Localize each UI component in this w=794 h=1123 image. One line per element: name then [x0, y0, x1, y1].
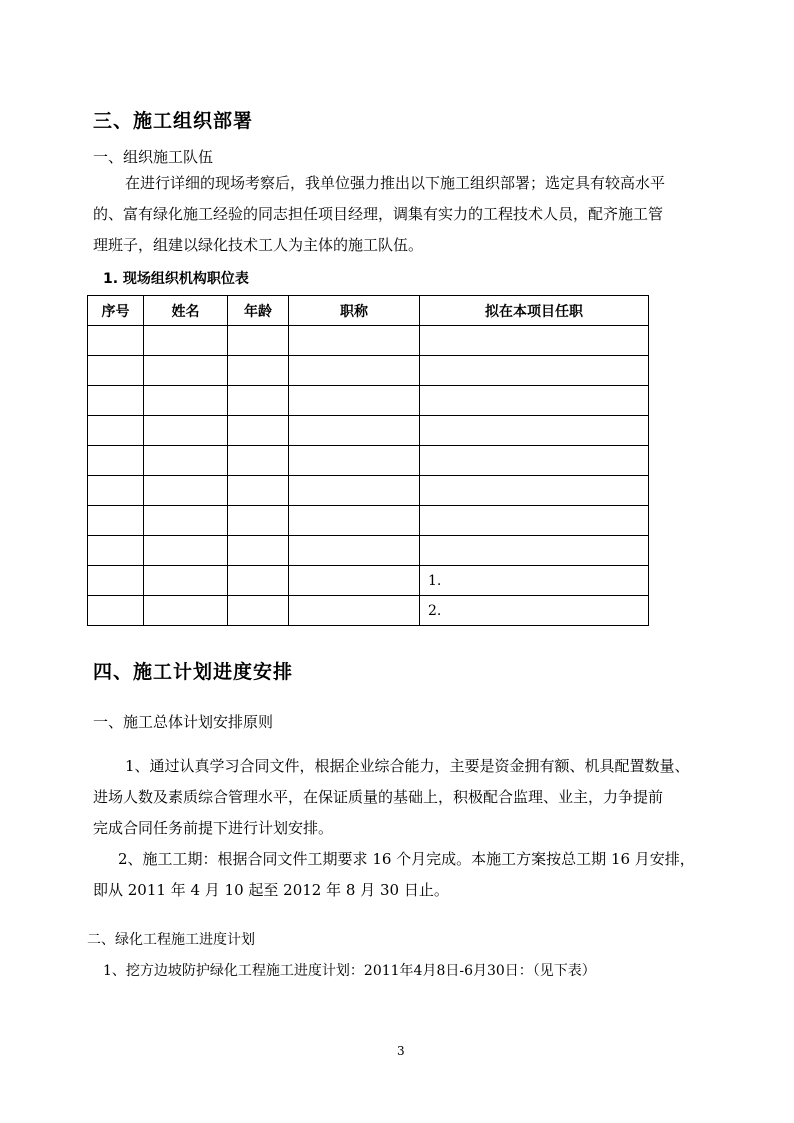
table-cell: [289, 326, 420, 356]
header-position: 拟在本项目任职: [420, 296, 649, 326]
table-cell: [88, 326, 144, 356]
table-cell: [228, 386, 289, 416]
section4-p1-line-2: 进场人数及素质综合管理水平，在保证质量的基础上，积极配合监理、业主，力争提前: [93, 788, 664, 806]
table-cell: [289, 476, 420, 506]
table-cell: [289, 416, 420, 446]
org-position-table: [87, 295, 649, 626]
section3-title: 三、施工组织部署: [93, 110, 254, 132]
table-cell: [420, 476, 649, 506]
section3-para-line-2: 的、富有绿化施工经验的同志担任项目经理，调集有实力的工程技术人员，配齐施工管: [93, 205, 664, 223]
table-cell: [228, 326, 289, 356]
table-cell: [420, 386, 649, 416]
table-cell: [289, 596, 420, 626]
table-cell: [420, 416, 649, 446]
table-cell: [144, 446, 228, 476]
table-cell: [228, 536, 289, 566]
table-cell: [88, 506, 144, 536]
table-cell: [289, 356, 420, 386]
table-row: [88, 416, 649, 446]
table-cell: [228, 476, 289, 506]
page-number: 3: [397, 1044, 405, 1058]
table-cell: [289, 446, 420, 476]
table-cell: [88, 596, 144, 626]
table-cell: [228, 596, 289, 626]
table-cell: [144, 566, 228, 596]
table-cell: [420, 536, 649, 566]
section4-p1-line-1: 1、通过认真学习合同文件，根据企业综合能力，主要是资金拥有额、机具配置数量、: [125, 757, 690, 775]
table-cell: [228, 356, 289, 386]
table-row: [88, 356, 649, 386]
table-cell: [420, 506, 649, 536]
table-cell: 1.: [420, 566, 649, 596]
section4-p2-line-1: 2、施工工期：根据合同文件工期要求 16 个月完成。本施工方案按总工期 16 月安排，: [118, 850, 695, 868]
table-cell: [88, 356, 144, 386]
table-header-row: [88, 296, 649, 326]
table-cell: [144, 506, 228, 536]
table-row: [88, 596, 649, 626]
section3-para-line-1: 在进行详细的现场考察后，我单位强力推出以下施工组织部署；选定具有较高水平: [125, 174, 666, 192]
table-cell: [228, 566, 289, 596]
table-cell: [420, 446, 649, 476]
table-row: [88, 566, 649, 596]
table-cell: [420, 356, 649, 386]
table-cell: [289, 566, 420, 596]
header-serial: 序号: [88, 296, 144, 326]
table-row: [88, 446, 649, 476]
table-cell: [228, 446, 289, 476]
table-cell: [88, 386, 144, 416]
table-cell: [228, 506, 289, 536]
header-age: 年龄: [228, 296, 289, 326]
section4-title: 四、施工计划进度安排: [93, 661, 294, 683]
table-cell: [88, 536, 144, 566]
table-cell: [289, 536, 420, 566]
table-cell: [88, 566, 144, 596]
table-cell: [144, 536, 228, 566]
table-cell: [144, 416, 228, 446]
table-row: [88, 536, 649, 566]
header-title: 职称: [289, 296, 420, 326]
table-cell: [144, 596, 228, 626]
header-name: 姓名: [144, 296, 228, 326]
table-cell: 2.: [420, 596, 649, 626]
section4-p2-line-2: 即从 2011 年 4 月 10 起至 2012 年 8 月 30 日止。: [93, 881, 449, 899]
section3-para-line-3: 理班子，组建以绿化技术工人为主体的施工队伍。: [93, 236, 424, 254]
table-cell: [289, 386, 420, 416]
table-cell: [88, 446, 144, 476]
section4-subheading-2: 二、绿化工程施工进度计划: [87, 932, 255, 948]
schedule-item-1: 1、挖方边坡防护绿化工程施工进度计划：2011年4月8日-6月30日：（见下表）: [103, 963, 596, 979]
table-cell: [88, 476, 144, 506]
table-cell: [144, 386, 228, 416]
section4-p1-line-3: 完成合同任务前提下进行计划安排。: [93, 819, 334, 837]
table-cell: [144, 326, 228, 356]
table-title: 1. 现场组织机构职位表: [103, 271, 249, 287]
table-row: [88, 326, 649, 356]
section4-subheading: 一、施工总体计划安排原则: [93, 713, 274, 731]
table-cell: [228, 416, 289, 446]
table-cell: [289, 506, 420, 536]
table-cell: [144, 476, 228, 506]
table-row: [88, 476, 649, 506]
table-row: [88, 386, 649, 416]
table-cell: [144, 356, 228, 386]
table-row: [88, 506, 649, 536]
section3-subheading: 一、组织施工队伍: [93, 148, 214, 166]
table-cell: [420, 326, 649, 356]
table-cell: [88, 416, 144, 446]
